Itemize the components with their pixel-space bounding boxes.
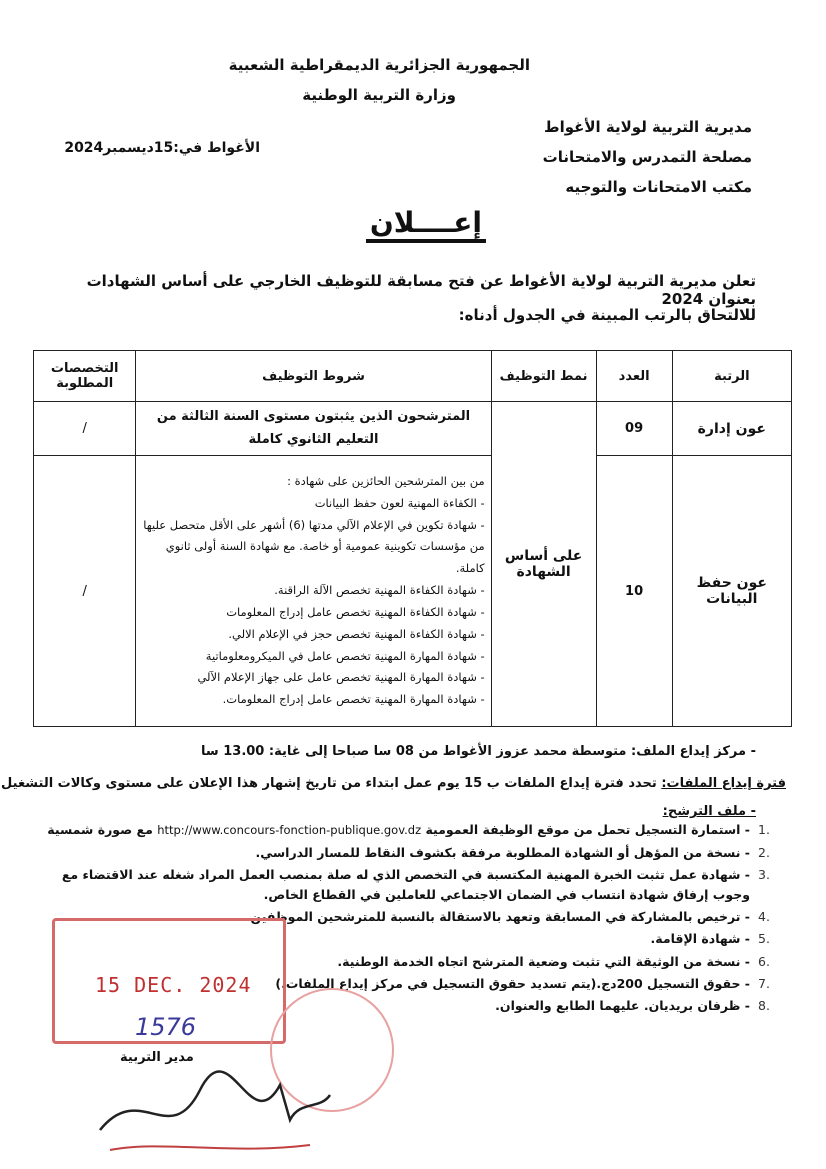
deposit-center: - مركز إيداع الملف: متوسطة محمد عزوز الأغواط من 08 سا صباحا إلى غاية: 13.00 سا (201, 744, 756, 759)
condition-item: - شهادة المهارة المهنية تخصص عامل إدراج المعلومات. (222, 692, 485, 707)
list-item (41, 820, 786, 840)
stamp-number: 1576 (135, 1013, 197, 1041)
condition-item: - شهادة المهارة المهنية تخصص عامل على جهاز الإعلام الآلي (197, 670, 485, 685)
service-name: مصلحة التمدرس والامتحانات (542, 148, 752, 166)
signature-title: مدير التربية (120, 1050, 194, 1065)
item-number: 3. (758, 867, 770, 883)
item-text: - حقوق التسجيل 200دج.(يتم تسديد حقوق التسجيل في مركز إيداع الملفات.) (275, 976, 750, 992)
table-row (34, 402, 792, 456)
intro-line-2: للالتحاق بالرتب المبينة في الجدول أدناه: (458, 306, 756, 324)
row1-specialty: / (34, 402, 136, 456)
row1-count: 09 (596, 402, 672, 456)
item-text: - شهادة الإقامة. (650, 931, 750, 947)
table-row (34, 456, 792, 727)
condition-item: - شهادة الكفاءة المهنية تخصص عامل إدراج المعلومات (226, 604, 485, 619)
row2-count: 10 (596, 456, 672, 727)
ministry-name: وزارة التربية الوطنية (302, 86, 456, 104)
item-number: 6. (758, 953, 770, 969)
file-label: - ملف الترشح: (662, 804, 756, 819)
item-number: 7. (758, 976, 770, 992)
registration-link[interactable]: http://www.concours-fonction-publique.gov.dz (157, 823, 422, 837)
condition-item: - الكفاءة المهنية لعون حفظ البيانات (314, 495, 485, 510)
list-item (41, 843, 786, 862)
directorate-name: مديرية التربية لولاية الأغواط (543, 118, 752, 136)
condition-item: - شهادة تكوين في الإعلام الآلي مدتها (6) أشهر على الأقل متحصل عليها من مؤسسات تكوينية عمومية أو خاصة. مع شهادة السنة أولى ثانوي كاملة. (143, 517, 485, 576)
republic-name: الجمهورية الجزائرية الديمقراطية الشعبية (228, 56, 530, 74)
header-specialties: التخصصات المطلوبة (34, 351, 136, 402)
item-text: - شهادة عمل تثبت الخبرة المهنية المكتسبة في التخصص الذي له صلة بمنصب العمل المراد شغله عند الاقتضاء مع وجوب إرفاق شهادة انتساب في الضمان الاجتماعي للعاملين في القطاع الخاص. (61, 867, 750, 902)
table-header-row (34, 351, 792, 402)
list-item (41, 865, 786, 904)
row2-specialty: / (34, 456, 136, 727)
item-number: 5. (758, 931, 770, 947)
header-mode: نمط التوظيف (491, 351, 596, 402)
reception-stamp (52, 918, 286, 1044)
item-number: 1. (758, 822, 770, 837)
item-number: 2. (758, 844, 770, 860)
signature-icon (80, 1060, 340, 1160)
deposit-period-label: فترة إيداع الملفات: (661, 776, 786, 791)
stamp-date: 15 DEC. 2024 (95, 973, 252, 997)
row1-condition: المترشحون الذين يثبتون مستوى السنة الثالثة من التعليم الثانوي كاملة (136, 402, 491, 456)
item-number: 4. (758, 908, 770, 924)
recruitment-mode: على أساس الشهادة (491, 402, 596, 727)
header-conditions: شروط التوظيف (136, 351, 491, 402)
condition-item: من بين المترشحين الحائزين على شهادة : (287, 473, 485, 488)
deposit-period-text: تحدد فترة إيداع الملفات ب 15 يوم عمل ابتداء من تاريخ إشهار هذا الإعلان على مستوى وكالات التشغيل (1, 776, 657, 791)
item-text: - استمارة التسجيل تحمل من موقع الوظيفة العمومية http://www.concours-fonction-publique.gov.dz مع صورة شمسية (47, 820, 750, 840)
row2-conditions (136, 456, 491, 727)
item-text: - ترخيص بالمشاركة في المسابقة وتعهد بالاستقالة بالنسبة للمترشحين الموظفين. (245, 908, 750, 924)
condition-item: - شهادة المهارة المهنية تخصص عامل في الميكرومعلوماتية (205, 648, 485, 663)
page-title: إعــــلان (366, 208, 486, 243)
item-text: - نسخة من المؤهل أو الشهادة المطلوبة مرفقة بكشوف النقاط للمسار الدراسي. (255, 844, 750, 860)
row1-rank: عون إدارة (672, 402, 791, 456)
document-date: الأغواط في:15ديسمبر2024 (64, 140, 260, 156)
item-text: - نسخة من الوثيقة التي تثبت وضعية المترشح اتجاه الخدمة الوطنية. (337, 953, 750, 969)
condition-item: - شهادة الكفاءة المهنية تخصص حجز في الإعلام الالي. (228, 626, 485, 641)
office-name: مكتب الامتحانات والتوجيه (565, 178, 752, 196)
header-rank: الرتبة (672, 351, 791, 402)
deposit-period (1, 776, 786, 791)
header-count: العدد (596, 351, 672, 402)
item-text: - ظرفان بريديان. عليهما الطابع والعنوان. (495, 998, 750, 1014)
condition-item: - شهادة الكفاءة المهنية تخصص الآلة الراقنة. (274, 583, 485, 598)
item-number: 8. (758, 998, 770, 1014)
row2-rank: عون حفظ البيانات (672, 456, 791, 727)
positions-table (33, 350, 792, 727)
intro-line-1: تعلن مديرية التربية لولاية الأغواط عن فتح مسابقة للتوظيف الخارجي على أساس الشهادات بعنوان 2024 (86, 272, 756, 308)
